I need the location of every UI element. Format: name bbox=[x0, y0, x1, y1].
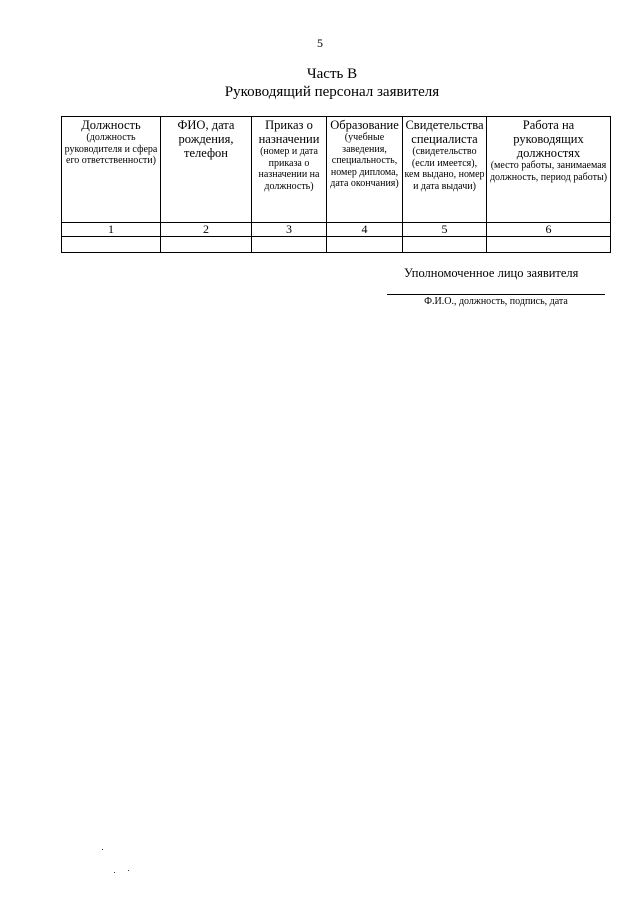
column-number: 3 bbox=[252, 223, 327, 237]
personnel-table bbox=[61, 116, 611, 253]
table-header-row bbox=[62, 117, 611, 223]
section-title: Руководящий персонал заявителя bbox=[224, 84, 440, 100]
column-header bbox=[487, 117, 611, 223]
part-title: Часть В bbox=[306, 66, 358, 82]
column-header bbox=[252, 117, 327, 223]
column-number: 2 bbox=[161, 223, 252, 237]
column-header bbox=[327, 117, 403, 223]
column-number: 1 bbox=[62, 223, 161, 237]
signature-line bbox=[387, 294, 605, 295]
page-number: 5 bbox=[317, 36, 323, 50]
column-title: Должность bbox=[81, 118, 141, 132]
column-subtitle: (должность руководителя и сфера его ответственности) bbox=[64, 132, 158, 166]
empty-cell bbox=[62, 237, 161, 253]
column-header bbox=[62, 117, 161, 223]
column-number: 4 bbox=[327, 223, 403, 237]
column-number: 5 bbox=[403, 223, 487, 237]
column-subtitle: (номер и дата приказа о назначении на должность) bbox=[258, 146, 320, 192]
signer-label: Уполномоченное лицо заявителя bbox=[404, 266, 579, 280]
empty-cell bbox=[403, 237, 487, 253]
column-number-row bbox=[62, 223, 611, 237]
empty-data-row bbox=[62, 237, 611, 253]
column-header bbox=[161, 117, 252, 223]
empty-cell bbox=[487, 237, 611, 253]
scan-speck bbox=[128, 870, 129, 871]
column-subtitle: (учебные заведения, специальность, номер диплома, дата окончания) bbox=[330, 132, 399, 189]
column-subtitle: (свидетельство (если имеется), кем выдано, номер и дата выдачи) bbox=[404, 146, 485, 192]
column-title: ФИО, дата рождения, телефон bbox=[177, 118, 235, 160]
empty-cell bbox=[252, 237, 327, 253]
signature-caption: Ф.И.О., должность, подпись, дата bbox=[424, 296, 568, 307]
column-title: Свидетельства специалиста bbox=[405, 118, 484, 146]
empty-cell bbox=[327, 237, 403, 253]
column-number: 6 bbox=[487, 223, 611, 237]
scan-speck bbox=[114, 872, 115, 873]
column-title: Образование bbox=[330, 118, 399, 132]
column-header bbox=[403, 117, 487, 223]
column-subtitle: (место работы, занимаемая должность, период работы) bbox=[489, 160, 608, 183]
column-title: Работа на руководящих должностях bbox=[513, 118, 584, 160]
empty-cell bbox=[161, 237, 252, 253]
column-title: Приказ о назначении bbox=[258, 118, 320, 146]
scan-speck bbox=[102, 849, 103, 850]
